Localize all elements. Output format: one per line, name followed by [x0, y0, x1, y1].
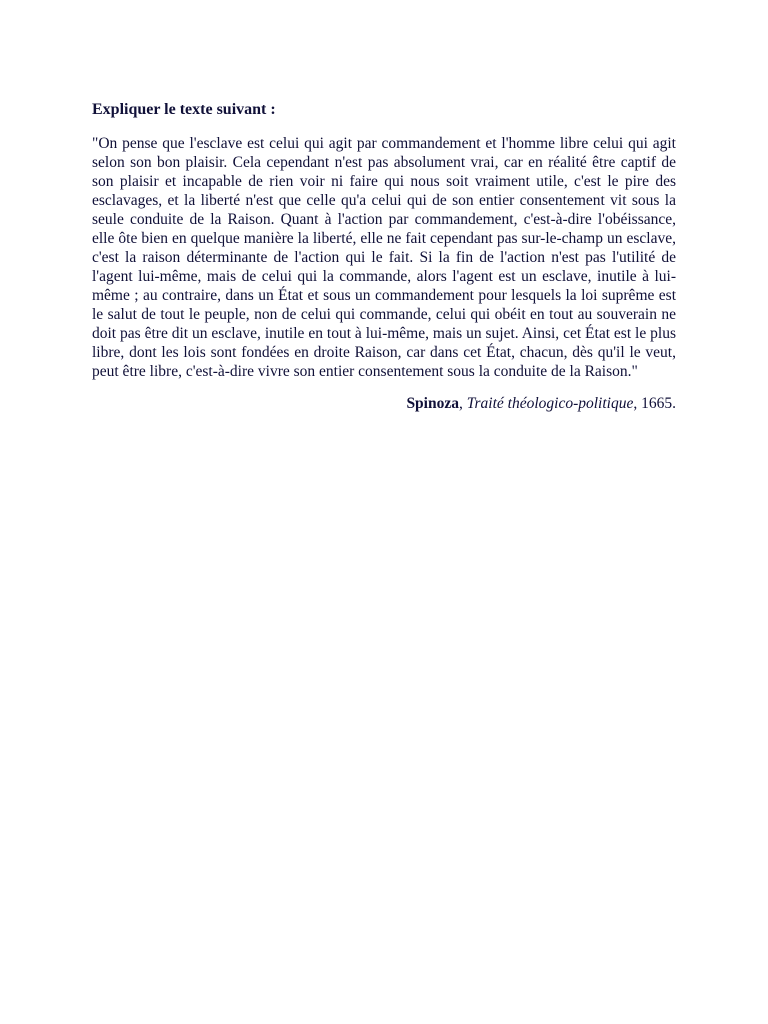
citation-separator: , — [633, 395, 642, 412]
document-page — [92, 100, 676, 413]
citation-work-title: Traité théologico-politique — [466, 395, 634, 412]
citation — [92, 394, 676, 413]
quoted-text: "On pense que l'esclave est celui qui agit par commandement et l'homme libre celui qui agit selon son bon plaisir. Cela cependant n'est pas absolument vrai, car en réalité être captif de son plaisir et incapable de rien voir ni faire qui nous soit vraiment utile, c'est le pire des esclavages, et la liberté n'est que celle qu'a celui qui de son entier consentement vit sous la seule conduite de la Raison. Quant à l'action par commandement, c'est-à-dire l'obéissance, elle ôte bien en quelque manière la liberté, elle ne fait cependant pas sur-le-champ un esclave, c'est la raison déterminante de l'action qui le fait. Si la fin de l'action n'est pas l'utilité de l'agent lui-même, mais de celui qui la commande, alors l'agent est un esclave, inutile à lui-même ; au contraire, dans un État et sous un commandement pour lesquels la loi suprême est le salut de tout le peuple, non de celui qui commande, celui qui obéit en tout au souverain ne doit pas être dit un esclave, inutile en tout à lui-même, mais un sujet. Ainsi, cet État est le plus libre, dont les lois sont fondées en droite Raison, car dans cet État, chacun, dès qu'il le veut, peut être libre, c'est-à-dire vivre son entier consentement sous la conduite de la Raison." — [92, 135, 676, 380]
assignment-heading: Expliquer le texte suivant : — [92, 101, 276, 118]
citation-year: 1665. — [641, 395, 676, 412]
citation-separator: , — [459, 395, 467, 412]
citation-author: Spinoza — [406, 395, 459, 412]
